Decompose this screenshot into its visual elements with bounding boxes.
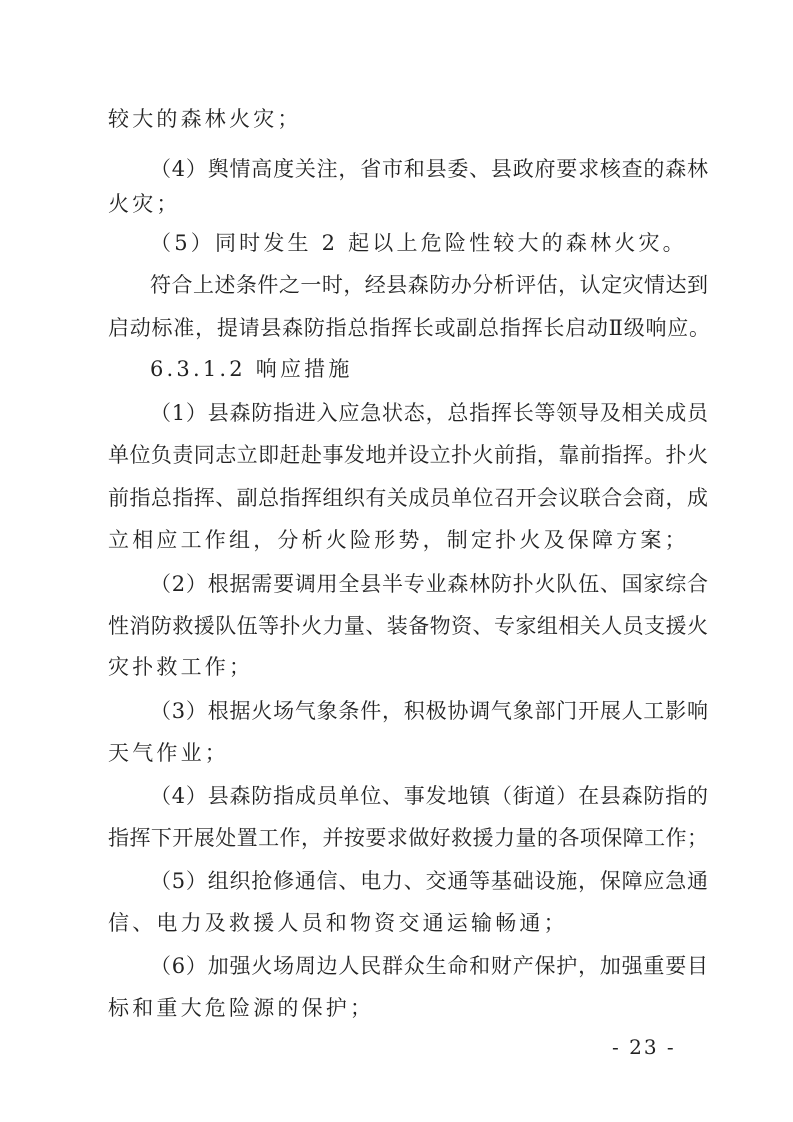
- paragraph-line: 灾扑救工作；: [108, 655, 254, 679]
- paragraph-line: 单位负责同志立即赶赴事发地并设立扑火前指，靠前指挥。扑火: [108, 443, 708, 467]
- paragraph-line: （4）县森防指成员单位、事发地镇（街道）在县森防指的: [150, 784, 708, 808]
- paragraph-line: （5）组织抢修通信、电力、交通等基础设施，保障应急通: [150, 869, 708, 893]
- paragraph-line: （4）舆情高度关注，省市和县委、县政府要求核查的森林: [150, 157, 708, 181]
- paragraph-line: （3）根据火场气象条件，积极协调气象部门开展人工影响: [150, 699, 708, 723]
- paragraph-line: 火灾；: [108, 192, 181, 216]
- paragraph-line: （2）根据需要调用全县半专业森林防扑火队伍、国家综合: [150, 572, 708, 596]
- paragraph-line: 标和重大危险源的保护；: [108, 996, 375, 1020]
- paragraph-line: 性消防救援队伍等扑火力量、装备物资、专家组相关人员支援火: [108, 614, 708, 638]
- paragraph-line: （5）同时发生 2 起以上危险性较大的森林火灾。: [150, 231, 687, 255]
- page-number: - 23 -: [612, 1035, 676, 1059]
- paragraph-line: 指挥下开展处置工作，并按要求做好救援力量的各项保障工作；: [108, 826, 708, 850]
- paragraph-line: 启动标准，提请县森防指总指挥长或副总指挥长启动Ⅱ级响应。: [108, 316, 710, 340]
- paragraph-line: 天气作业；: [108, 741, 229, 765]
- paragraph-line: 前指总指挥、副总指挥组织有关成员单位召开会议联合会商，成: [108, 486, 708, 510]
- paragraph-line: 符合上述条件之一时，经县森防办分析评估，认定灾情达到: [150, 273, 708, 297]
- section-heading: 6.3.1.2 响应措施: [150, 357, 353, 381]
- paragraph-line: （6）加强火场周边人民群众生命和财产保护，加强重要目: [150, 954, 708, 978]
- paragraph-line: 立相应工作组，分析火险形势，制定扑火及保障方案；: [108, 528, 689, 552]
- paragraph-line: （1）县森防指进入应急状态，总指挥长等领导及相关成员: [150, 401, 708, 425]
- paragraph-line: 较大的森林火灾；: [108, 107, 302, 131]
- paragraph-line: 信、电力及救援人员和物资交通运输畅通；: [108, 911, 568, 935]
